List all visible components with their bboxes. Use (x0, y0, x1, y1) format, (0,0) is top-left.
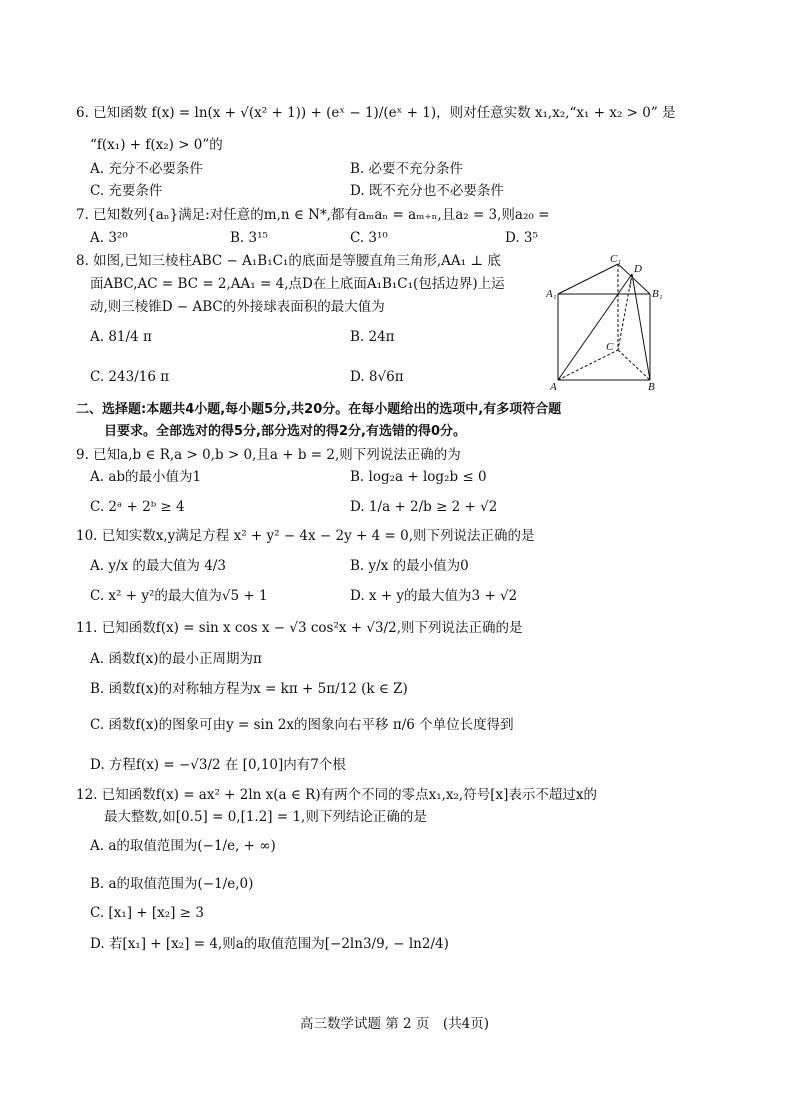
q6-stem-line1: 6. 已知函数 f(x) = ln(x + √(x² + 1)) + (eˣ − 1)/(eˣ + 1)，则对任意实数 x₁,x₂,“x₁ + x₂ > 0” 是 (76, 105, 676, 121)
q8-option-b: B. 24π (350, 329, 395, 345)
label-a: A (550, 381, 557, 392)
label-b1: B₁ (652, 288, 663, 300)
q8-option-d: D. 8√6π (350, 369, 404, 385)
q7-option-b: B. 3¹⁵ (230, 230, 268, 246)
page-footer: 高三数学试题 第 2 页 (共4页) (299, 1016, 490, 1032)
label-b: B (648, 381, 655, 392)
q11-option-a: A. 函数f(x)的最小正周期为π (90, 651, 262, 667)
q8-stem-line3: 动,则三棱锥D − ABC的外接球表面积的最大值为 (90, 299, 385, 315)
q6-option-d: D. 既不充分也不必要条件 (350, 183, 504, 199)
edge-d-a (558, 274, 632, 380)
q6-option-a: A. 充分不必要条件 (90, 161, 203, 177)
q7-option-c: C. 3¹⁰ (350, 230, 388, 246)
q8-stem-line1: 8. 如图,已知三棱柱ABC − A₁B₁C₁的底面是等腰直角三角形,AA₁ ⊥ 底 (76, 253, 501, 269)
edge-a1-c1 (558, 264, 618, 294)
edge-d-c (618, 274, 632, 350)
edge-d-b (632, 274, 650, 380)
label-d: D (634, 263, 642, 275)
q10-option-a: A. y/x 的最大值为 4/3 (90, 558, 226, 574)
q11-option-d: D. 方程f(x) = −√3/2 在 [0,10]内有7个根 (90, 757, 346, 773)
q10-option-c: C. x² + y²的最大值为√5 + 1 (90, 588, 268, 604)
q12-option-c: C. [x₁] + [x₂] ≥ 3 (90, 905, 204, 921)
q6-option-c: C. 充要条件 (90, 183, 163, 199)
q12-stem-line1: 12. 已知函数f(x) = ax² + 2ln x(a ∈ R)有两个不同的零点x₁,x₂,符号[x]表示不超过x的 (76, 787, 597, 803)
q8-option-c: C. 243/16 π (90, 369, 170, 385)
q11-option-c: C. 函数f(x)的图象可由y = sin 2x的图象向右平移 π/6 个单位长度得到 (90, 717, 514, 733)
q12-stem-line2: 最大整数,如[0.5] = 0,[1.2] = 1,则下列结论正确的是 (104, 809, 427, 825)
prism-figure (546, 252, 668, 392)
edge-a-c (558, 350, 618, 380)
q7-option-a: A. 3²⁰ (90, 230, 128, 246)
label-c1: C₁ (610, 253, 622, 265)
q7-option-d: D. 3⁵ (505, 230, 538, 246)
q12-option-d: D. 若[x₁] + [x₂] = 4,则a的取值范围为[−2ln3/9, − ln2/4) (90, 936, 449, 952)
q11-stem: 11. 已知函数f(x) = sin x cos x − √3 cos²x + √3/2,则下列说法正确的是 (76, 620, 523, 636)
q10-option-b: B. y/x 的最小值为0 (350, 558, 469, 574)
q10-stem: 10. 已知实数x,y满足方程 x² + y² − 4x − 2y + 4 = 0,则下列说法正确的是 (76, 528, 535, 544)
q11-option-b: B. 函数f(x)的对称轴方程为x = kπ + 5π/12 (k ∈ Z) (90, 681, 408, 697)
q6-stem-line2: “f(x₁) + f(x₂) > 0”的 (90, 137, 223, 153)
q12-option-a: A. a的取值范围为(−1/e, + ∞) (90, 838, 276, 854)
q9-option-a: A. ab的最小值为1 (90, 469, 202, 485)
q9-option-d: D. 1/a + 2/b ≥ 2 + √2 (350, 499, 498, 515)
q6-option-b: B. 必要不充分条件 (350, 161, 464, 177)
q10-option-d: D. x + y的最大值为3 + √2 (350, 588, 518, 604)
q7-stem: 7. 已知数列{aₙ}满足:对任意的m,n ∈ N*,都有aₘaₙ = aₘ₊ₙ,且a₂ = 3,则a₂₀ = (76, 207, 550, 223)
q9-option-b: B. log₂a + log₂b ≤ 0 (350, 469, 487, 485)
q8-option-a: A. 81/4 π (90, 329, 152, 345)
q8-stem-line2: 面ABC,AC = BC = 2,AA₁ = 4,点D在上底面A₁B₁C₁(包括边界)上运 (90, 276, 505, 292)
section2-heading-line2: 目要求。全部选对的得5分,部分选对的得2分,有选错的得0分。 (104, 424, 467, 439)
label-c: C (606, 341, 614, 353)
q9-stem: 9. 已知a,b ∈ R,a > 0,b > 0,且a + b = 2,则下列说法正确的为 (76, 447, 461, 463)
label-a1: A₁ (546, 288, 557, 300)
q12-option-b: B. a的取值范围为(−1/e,0) (90, 876, 254, 892)
section2-heading-line1: 二、选择题:本题共4小题,每小题5分,共20分。在每小题给出的选项中,有多项符合题 (76, 402, 562, 417)
q9-option-c: C. 2ᵃ + 2ᵇ ≥ 4 (90, 499, 185, 515)
